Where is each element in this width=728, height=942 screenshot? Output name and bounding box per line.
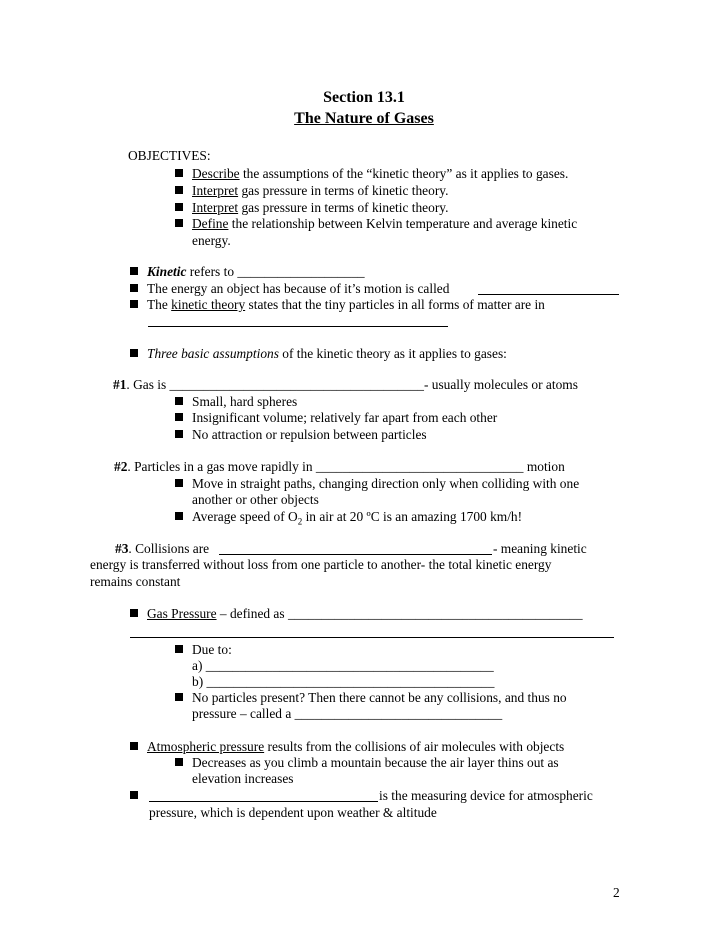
measuring-device-text: is the measuring device for atmospheric — [379, 788, 593, 803]
atmospheric-pressure-bullet: Atmospheric pressure results from the collisions of air molecules with objects — [130, 739, 564, 755]
section-number: Section 13.1 — [323, 89, 405, 106]
assumption-2-item-continuation: another or other objects — [192, 492, 319, 507]
assumption-3-line: remains constant — [90, 574, 181, 589]
measuring-device-bullet — [130, 788, 147, 804]
kinetic-energy-bullet: The energy an object has because of it’s motion is called — [130, 281, 449, 297]
square-bullet-icon — [175, 186, 183, 194]
square-bullet-icon — [175, 169, 183, 177]
due-to-a: a) ___________________________________________ — [192, 658, 494, 673]
square-bullet-icon — [130, 300, 138, 308]
square-bullet-icon — [175, 203, 183, 211]
kinetic-bullet: Kinetic refers to ___________________ — [130, 264, 365, 280]
atmospheric-sub-item: Decreases as you climb a mountain because the air layer thins out as — [175, 755, 559, 771]
square-bullet-icon — [175, 479, 183, 487]
assumption-1: #1. Gas is ______________________________________- usually molecules or atoms — [113, 377, 578, 392]
square-bullet-icon — [130, 284, 138, 292]
objective-item: Describe the assumptions of the “kinetic theory” as it applies to gases. — [175, 166, 568, 182]
no-particles-continuation: pressure – called a _______________________________ — [192, 706, 503, 721]
assumption-2-item: Average speed of $O_2$ in air at 20 ºC is an amazing 1700 km/h! — [175, 509, 522, 530]
objective-item-continuation: energy. — [192, 233, 231, 248]
square-bullet-icon — [130, 791, 138, 799]
answer-blank-line — [148, 326, 448, 327]
assumption-1-item: Small, hard spheres — [175, 394, 297, 410]
measuring-device-continuation: pressure, which is dependent upon weather & altitude — [149, 805, 437, 820]
no-particles-item: No particles present? Then there cannot be any collisions, and thus no — [175, 690, 567, 706]
objective-item: Define the relationship between Kelvin temperature and average kinetic — [175, 216, 577, 232]
answer-blank-line — [478, 294, 619, 295]
page-number: 2 — [613, 885, 620, 900]
assumption-1-item: No attraction or repulsion between particles — [175, 427, 427, 443]
assumption-3-continuation: - meaning kinetic — [493, 541, 587, 556]
square-bullet-icon — [175, 512, 183, 520]
square-bullet-icon — [175, 645, 183, 653]
square-bullet-icon — [175, 758, 183, 766]
page-title: The Nature of Gases — [294, 110, 434, 127]
assumption-2: #2. Particles in a gas move rapidly in _______________________________ motion — [114, 459, 565, 474]
square-bullet-icon — [175, 219, 183, 227]
answer-blank-line — [219, 554, 492, 555]
square-bullet-icon — [130, 742, 138, 750]
square-bullet-icon — [130, 267, 138, 275]
due-to-item: Due to: — [175, 642, 232, 658]
assumptions-intro: Three basic assumptions of the kinetic theory as it applies to gases: — [130, 346, 507, 362]
square-bullet-icon — [130, 609, 138, 617]
assumption-2-item: Move in straight paths, changing direction only when colliding with one — [175, 476, 579, 492]
square-bullet-icon — [175, 413, 183, 421]
square-bullet-icon — [175, 397, 183, 405]
answer-blank-line — [149, 801, 378, 802]
gas-pressure-bullet: Gas Pressure – defined as ____________________________________________ — [130, 606, 583, 622]
assumption-1-item: Insignificant volume; relatively far apart from each other — [175, 410, 497, 426]
assumption-3-line: energy is transferred without loss from one particle to another- the total kinetic energy — [90, 557, 552, 572]
square-bullet-icon — [130, 349, 138, 357]
assumption-3: #3. Collisions are — [115, 541, 210, 556]
atmospheric-sub-item-continuation: elevation increases — [192, 771, 294, 786]
objective-item: Interpret gas pressure in terms of kinetic theory. — [175, 183, 448, 199]
square-bullet-icon — [175, 430, 183, 438]
kinetic-theory-bullet: The kinetic theory states that the tiny particles in all forms of matter are in — [130, 297, 545, 313]
objective-item: Interpret gas pressure in terms of kinetic theory. — [175, 200, 448, 216]
due-to-b: b) ___________________________________________ — [192, 674, 495, 689]
square-bullet-icon — [175, 693, 183, 701]
objectives-heading: OBJECTIVES: — [128, 148, 211, 163]
answer-blank-line — [130, 637, 614, 638]
